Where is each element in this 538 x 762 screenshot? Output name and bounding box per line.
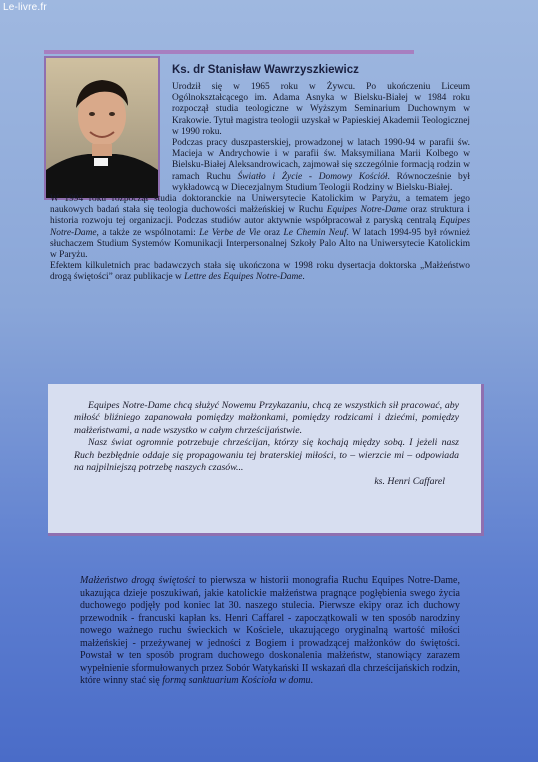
author-biography	[50, 82, 470, 284]
quote-box	[48, 384, 484, 536]
top-accent-bar	[44, 50, 414, 54]
book-description	[80, 575, 460, 688]
bio-p4-italic: Lettre des Equipes Notre-Dame	[184, 272, 303, 283]
book-description-text: to pierwsza w historii monografia Ruchu Equipes Notre-Dame, ukazująca dzieje poszukiwań, jakie katolickie małżeństwa pragnące pogłębienia swego życia duchowego podjęły pod koniec lat 30. naszego stulecia. Pierwsze ekipy oraz ich duchowy przewodnik - francuski kapłan ks. Henri Caffarel - zapoczątkowali w ten sposób narodziny nowego ważnego ruchu świeckich w Kościele, ukazującego oryginalną wartość miłości małżeńskiej - przeżywanej w jedności z Bogiem i prowadzącej małżonków do świętości. Powstał w ten sposób program duchowego doskonalenia małżeństw, stanowiący zarazem wypełnienie sformułowanych przez Sobór Watykański II wskazań dla chrześcijańskich rodzin, które winny stać się	[80, 575, 460, 686]
bio-p3-text-d: oraz	[263, 227, 281, 238]
bio-p3-italic-1: Equipes Notre-Dame	[326, 205, 408, 216]
bio-p3-text-b: oraz struktura i historia rozwoju tej organizacji. Podczas studiów autor aktywnie współpracował z paryską centralą	[50, 205, 471, 227]
quote-signature: ks. Henri Caffarel	[374, 476, 445, 488]
bio-p2-movement: Światło i Życie - Domowy Kościół	[237, 171, 388, 182]
bio-p3-text-a: W 1994 roku rozpoczął studia doktoranckie na Uniwersytecie Katolickim w Paryżu, a tematem jego naukowych badań stała się teologia duchowości małżeńskiej w Ruchu	[50, 194, 470, 216]
book-title: Małżeństwo drogą świętości	[80, 575, 196, 586]
bio-p3-italic-4: Le Chemin Neuf	[283, 227, 347, 238]
watermark: Le-livre.fr	[3, 2, 47, 13]
bio-p3-text-c: , a także ze wspólnotami:	[96, 227, 196, 238]
quote-paragraph-2: Nasz świat ogromnie potrzebuje chrześcijan, którzy się kochają między sobą. I jeżeli nasz Ruch bezbłędnie oddaje się propagowaniu tej braterskiej miłości, to – wierzcie mi – odpowiada na najpilniejszą potrzebę naszych czasów...	[74, 437, 459, 474]
bio-p2-text-a: Podczas pracy duszpasterskiej, prowadzonej w latach 1990-94 w parafii św. Macieja w Andrychowie i w parafii św. Maksymiliana Marii Kolbego w Bielsku-Białej Aleksandrowicach, zajmował się szczególnie formacją rodzin w ramach Ruchu	[172, 138, 470, 182]
book-description-end: .	[310, 675, 314, 686]
bio-p2-text-b: . Równocześnie był wykładowcą w Diecezjalnym Studium Teologii Rodziny w Bielsku-Białej.	[172, 171, 471, 193]
bio-p3-italic-3: Le Verbe de Vie	[199, 227, 261, 238]
bio-paragraph-1: Urodził się w 1965 roku w Żywcu. Po ukończeniu Liceum Ogólnokształcącego im. Adama Asnyka w Bielsku-Białej w 1984 roku rozpoczął studia teologiczne w Wyższym Seminarium Duchownym w Krakowie. Tytuł magistra teologii uzyskał w Papieskiej Akademii Teologicznej w 1990 roku.	[172, 82, 470, 137]
bio-paragraph-4	[50, 261, 470, 283]
bio-paragraph-3	[50, 194, 470, 261]
bio-p4-text-b: .	[302, 272, 305, 283]
book-description-italic: formą sanktuarium Kościoła w domu	[162, 675, 311, 686]
bio-p4-text-a: Efektem kilkuletnich prac badawczych stała się ukończona w 1998 roku dysertacja doktorska „Małżeństwo drogą świętości” oraz publikacje w	[50, 261, 470, 283]
quote-paragraph-1: Equipes Notre-Dame chcą służyć Nowemu Przykazaniu, chcą ze wszystkich sił pracować, aby miłość bliźniego zapanowała pomiędzy małżonkami, pomiędzy rodzicami i dziećmi, pomiędzy małżeństwami, a nade wszystko w całym chrześcijaństwie.	[74, 400, 459, 436]
author-name: Ks. dr Stanisław Wawrzyszkiewicz	[172, 64, 359, 76]
bio-p3-italic-2: Equipes Notre-Dame	[50, 216, 470, 238]
bio-p3-text-e: . W latach 1994-95 był również słuchaczem Studium Systemów Komunikacji Interpersonalnej Szkoły Palo Alto na Uniwersytecie Katolickim w Paryżu.	[50, 227, 471, 261]
bio-paragraph-2	[50, 138, 470, 194]
